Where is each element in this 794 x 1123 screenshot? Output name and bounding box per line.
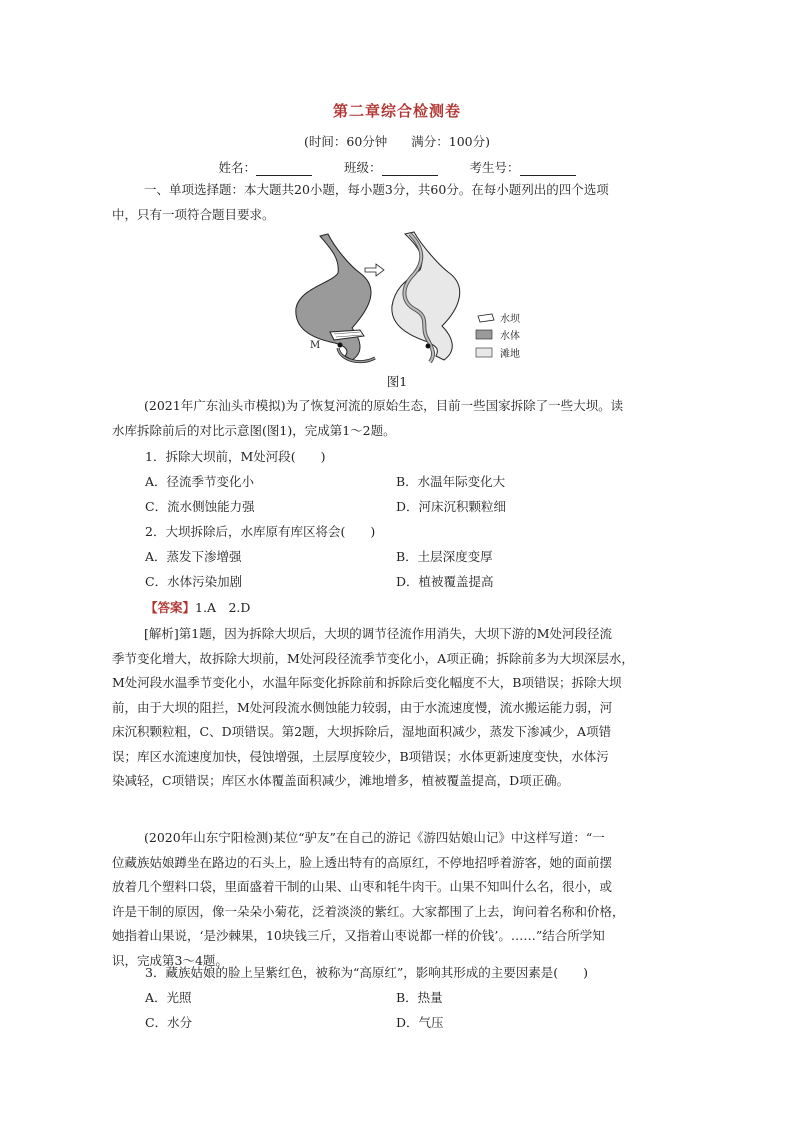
analysis-line: [解析]第1题，因为拆除大坝后，大坝的调节径流作用消失，大坝下游的M处河段径流 [144, 626, 613, 641]
water-body-before [296, 234, 371, 360]
time-limit: (时间：60分钟 [303, 134, 388, 149]
analysis-line: 季节变化增大，故拆除大坝前，M处河段径流季节变化小，A项正确；拆除前多为大坝深层水， [112, 650, 634, 666]
floodplain-after [392, 232, 460, 360]
q1-option-c[interactable]: C．流水侧蚀能力强 [145, 499, 255, 514]
q1-option-d[interactable]: D．河床沉积颗粒细 [396, 499, 507, 514]
svg-text:水体: 水体 [500, 331, 520, 342]
point-m [338, 343, 343, 348]
legend [476, 312, 521, 360]
answer-text: 1.A 2.D [195, 600, 251, 615]
svg-text:水坝: 水坝 [500, 314, 520, 325]
answer-tag: 【答案】 [145, 600, 196, 615]
passage-1: (2021年广东汕头市模拟)为了恢复河流的原始生态，目前一些国家拆除了一些大坝。读 水库拆除前后的对比示意图(图1)，完成第1～2题。 [112, 398, 624, 438]
svg-text:滩地: 滩地 [500, 349, 520, 360]
analysis-line: 床沉积颗粒粗，C、D项错误。第2题，大坝拆除后，湿地面积减少，蒸发下渗减少，A项错 [112, 724, 612, 739]
legend-dam-swatch [478, 314, 494, 322]
q2-option-a[interactable]: A．蒸发下渗增强 [145, 549, 242, 564]
question-1-stem: 1．拆除大坝前，M处河段( ) [145, 449, 326, 464]
passage-line: 位藏族姑娘蹲坐在路边的石头上，脸上透出特有的高原红，不停地招呼着游客，她的面前摆 [112, 854, 613, 870]
q2-option-b[interactable]: B．土层深度变厚 [396, 549, 493, 564]
arrow-icon [365, 264, 384, 276]
q3-option-b[interactable]: B．热量 [396, 990, 443, 1005]
analysis-block [112, 622, 687, 794]
label-m: M [310, 340, 321, 351]
q1-option-b[interactable]: B．水温年际变化大 [396, 474, 506, 489]
passage-line: 放着几个塑料口袋，里面盛着干制的山果、山枣和牦牛肉干。山果不知叫什么名，很小，或 [112, 879, 613, 894]
question-2-stem: 2．大坝拆除后，水库原有库区将会( ) [145, 524, 376, 539]
exam-meta [0, 132, 794, 150]
class-field[interactable]: 班级： [344, 158, 438, 176]
student-info [0, 158, 794, 176]
name-blank[interactable] [256, 163, 312, 176]
figure-caption: 图1 [386, 374, 408, 389]
q3-option-a[interactable]: A．光照 [145, 990, 192, 1005]
q2-option-d[interactable]: D．植被覆盖提高 [396, 574, 494, 589]
passage-line: (2020年山东宁阳检测)某位“驴友”在自己的游记《游四姑娘山记》中这样写道：“一 [144, 830, 605, 845]
passage-line: 她指着山果说，‘是沙棘果，10块钱三斤，又指着山枣说都一样的价钱’。……”结合所学知 [112, 928, 605, 943]
section-instructions: 一、单项选择题：本大题共20小题，每小题3分，共60分。在每小题列出的四个选项 中，只有一项符合题目要求。 [112, 182, 609, 222]
q3-option-c[interactable]: C．水分 [145, 1015, 193, 1030]
id-field[interactable]: 考生号： [469, 158, 575, 176]
analysis-line: M处河段水温季节变化小，水温年际变化拆除前和拆除后变化幅度不大，B项错误；拆除大坝 [112, 675, 622, 690]
page-title: 第二章综合检测卷 [332, 102, 461, 120]
id-blank[interactable] [520, 163, 576, 176]
q2-option-c[interactable]: C．水体污染加剧 [145, 574, 243, 589]
passage-2 [112, 826, 687, 973]
analysis-line: 误；库区水流速度加快，侵蚀增强，土层厚度较少，B项错误；水体更新速度变快，水体污 [112, 748, 609, 764]
figure-1-diagram [290, 228, 540, 368]
answer-line [145, 598, 250, 618]
passage-line: 许是干制的原因，像一朵朵小菊花，泛着淡淡的紫红。大家都围了上去，询问着名称和价格， [112, 903, 625, 919]
legend-water-swatch [476, 330, 492, 339]
full-score: 满分：100分) [411, 134, 491, 149]
legend-floodplain-swatch [476, 348, 492, 357]
analysis-line: 前，由于大坝的阻拦，M处河段流水侧蚀能力较弱，由于水流速度慢，流水搬运能力弱，河 [112, 699, 613, 715]
analysis-line: 染减轻，C项错误；库区水体覆盖面积减少，滩地增多，植被覆盖提高，D项正确。 [112, 773, 570, 788]
passage-line: 识，完成第3～4题。 [112, 952, 228, 968]
name-field[interactable]: 姓名： [218, 158, 312, 176]
class-blank[interactable] [382, 163, 438, 176]
question-3-stem: 3．藏族姑娘的脸上呈紫红色，被称为“高原红”，影响其形成的主要因素是( ) [145, 965, 588, 980]
q1-option-a[interactable]: A．径流季节变化小 [145, 474, 255, 489]
q3-option-d[interactable]: D．气压 [396, 1015, 444, 1030]
